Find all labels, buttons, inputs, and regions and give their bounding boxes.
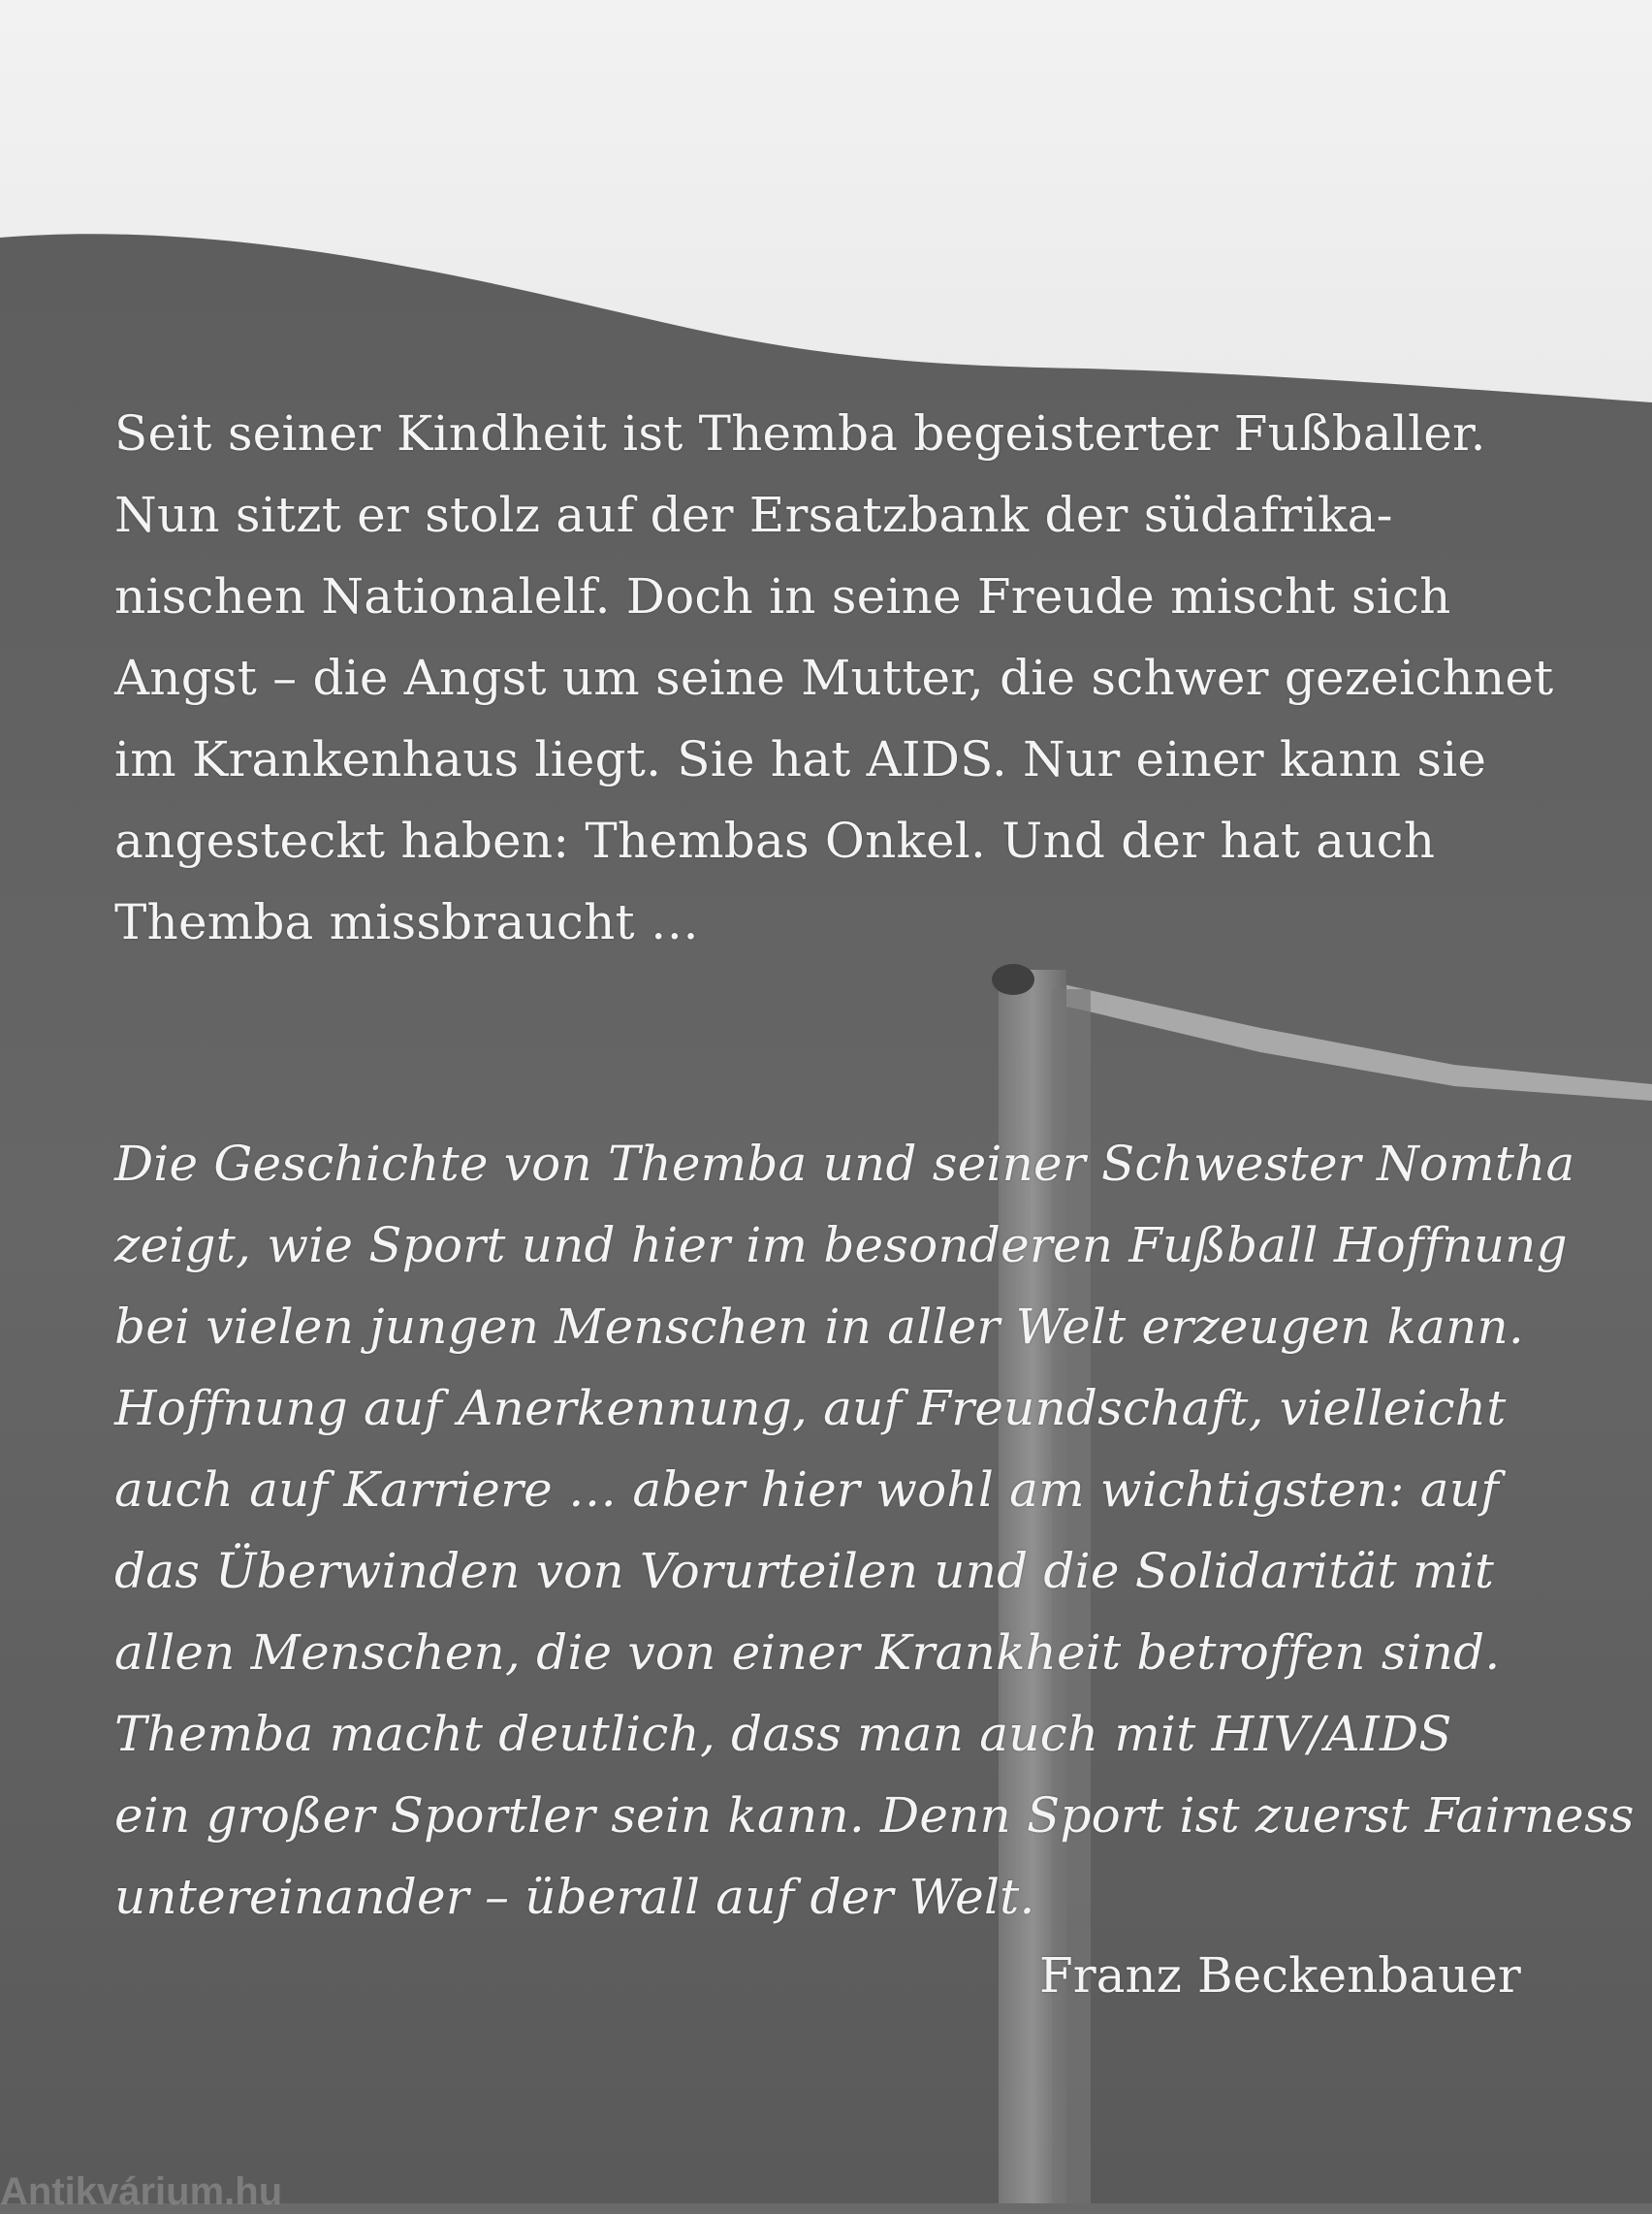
intro-line: Themba missbraucht … xyxy=(114,894,700,950)
intro-paragraph xyxy=(114,393,1569,963)
quote-line: das Überwinden von Vorurteilen und die Solidarität mit xyxy=(114,1543,1495,1599)
quote-line: Hoffnung auf Anerkennung, auf Freundschaft, vielleicht xyxy=(114,1380,1507,1436)
signature-author: Franz Beckenbauer xyxy=(1039,1947,1521,2004)
intro-line: im Krankenhaus liegt. Sie hat AIDS. Nur einer kann sie xyxy=(114,731,1487,787)
quote-line: Themba macht deutlich, dass man auch mit HIV/AIDS xyxy=(114,1706,1452,1762)
quote-line: bei vielen jungen Menschen in aller Welt erzeugen kann. xyxy=(114,1299,1524,1355)
quote-line: untereinander – überall auf der Welt. xyxy=(114,1869,1035,1925)
intro-line: Seit seiner Kindheit ist Themba begeisterter Fußballer. xyxy=(114,405,1486,462)
quote-line: zeigt, wie Sport und hier im besonderen Fußball Hoffnung xyxy=(114,1217,1568,1273)
quote-line: auch auf Karriere … aber hier wohl am wichtigsten: auf xyxy=(114,1461,1499,1518)
intro-line: Angst – die Angst um seine Mutter, die schwer gezeichnet xyxy=(114,650,1554,706)
intro-line: Nun sitzt er stolz auf der Ersatzbank der südafrika- xyxy=(114,487,1393,543)
intro-line: nischen Nationalelf. Doch in seine Freude mischt sich xyxy=(114,568,1451,625)
watermark: Antikvárium.hu xyxy=(0,2170,283,2213)
quote-line: Die Geschichte von Themba und seiner Schwester Nomtha xyxy=(114,1136,1575,1192)
intro-line: angesteckt haben: Thembas Onkel. Und der hat auch xyxy=(114,813,1436,869)
quote-line: ein großer Sportler sein kann. Denn Sport ist zuerst Fairness xyxy=(114,1787,1635,1844)
quote-paragraph xyxy=(114,1123,1635,1938)
quote-line: allen Menschen, die von einer Krankheit betroffen sind. xyxy=(114,1624,1501,1681)
